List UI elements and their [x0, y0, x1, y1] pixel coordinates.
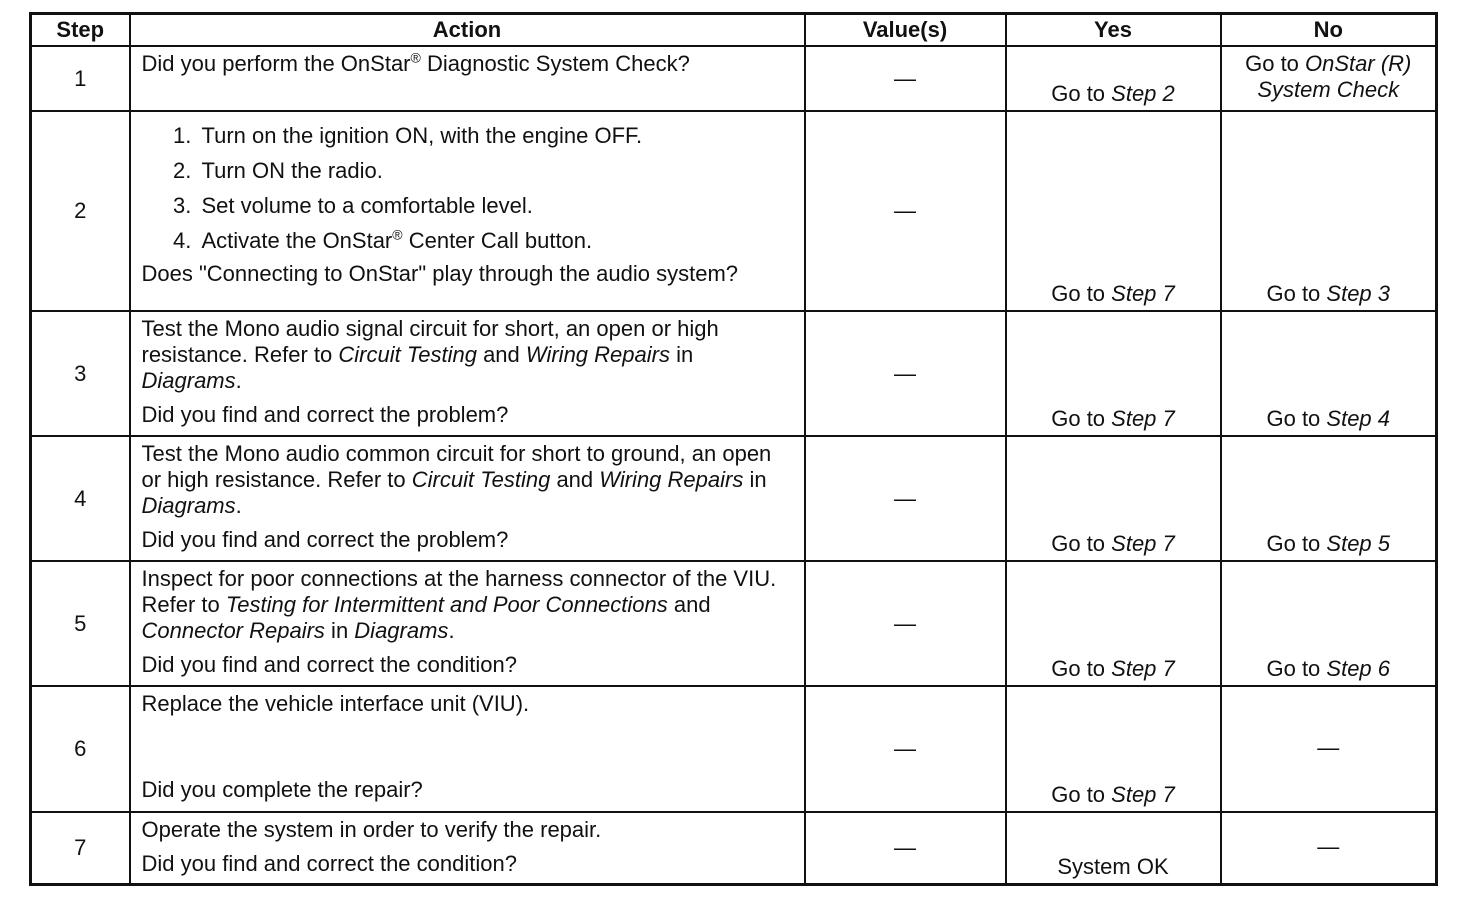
header-step: Step	[31, 14, 130, 47]
header-row	[31, 14, 1437, 47]
value-cell: —	[805, 561, 1006, 686]
yes-cell: Go to Step 7	[1006, 311, 1221, 436]
step-number: 2	[31, 111, 130, 311]
table-row	[31, 311, 1437, 436]
list-item: 3. Set volume to a comfortable level.	[198, 188, 796, 223]
table-row	[31, 812, 1437, 885]
question-text: Did you find and correct the condition?	[141, 851, 517, 876]
instruction-list	[142, 118, 796, 258]
step-link[interactable]: Step 3	[1326, 281, 1391, 306]
step-link[interactable]: Step 2	[1111, 81, 1175, 106]
list-item: 2. Turn ON the radio.	[198, 153, 796, 188]
action-text: Test the Mono audio signal circuit for short, an open or high resistance. Refer to Circuit Testing and Wiring Repairs in Diagrams.	[141, 316, 719, 393]
question-text: Did you find and correct the problem?	[141, 402, 509, 427]
no-cell: Go to OnStar (R) System Check	[1221, 46, 1437, 111]
action-cell	[130, 686, 805, 812]
list-item: 4. Activate the OnStar® Center Call button.	[198, 223, 796, 258]
table-row	[31, 561, 1437, 686]
step-number: 6	[31, 686, 130, 812]
step-number: 4	[31, 436, 130, 561]
no-cell: Go to Step 4	[1221, 311, 1437, 436]
step-link[interactable]: Step 7	[1111, 782, 1175, 807]
action-text: Inspect for poor connections at the harness connector of the VIU. Refer to Testing for Intermittent and Poor Connections and Connector Repairs in Diagrams.	[141, 566, 777, 643]
step-number: 5	[31, 561, 130, 686]
action-text: Did you perform the OnStar® Diagnostic System Check?	[141, 49, 690, 76]
header-action: Action	[130, 14, 805, 47]
yes-cell: Go to Step 7	[1006, 561, 1221, 686]
header-no: No	[1221, 14, 1437, 47]
action-cell	[130, 311, 805, 436]
value-cell: —	[805, 111, 1006, 311]
no-cell: Go to Step 6	[1221, 561, 1437, 686]
step-number: 3	[31, 311, 130, 436]
no-cell: Go to Step 3	[1221, 111, 1437, 311]
no-cell: —	[1221, 812, 1437, 885]
system-check-link[interactable]: OnStar (R)	[1305, 51, 1412, 76]
step-link[interactable]: Step 4	[1326, 406, 1391, 431]
step-link[interactable]: Step 7	[1111, 406, 1175, 431]
action-text: Operate the system in order to verify the repair.	[141, 817, 602, 842]
question-text: Does "Connecting to OnStar" play through the audio system?	[141, 261, 739, 286]
table-row	[31, 111, 1437, 311]
question-text: Did you find and correct the problem?	[141, 527, 509, 552]
table-row	[31, 436, 1437, 561]
yes-cell: Go to Step 7	[1006, 436, 1221, 561]
yes-cell: Go to Step 2	[1006, 46, 1221, 111]
value-cell: —	[805, 812, 1006, 885]
yes-cell: System OK	[1006, 812, 1221, 885]
table-row	[31, 46, 1437, 111]
system-check-link[interactable]: System Check	[1257, 77, 1400, 102]
action-cell	[130, 436, 805, 561]
action-cell	[130, 111, 805, 311]
list-item: 1. Turn on the ignition ON, with the engine OFF.	[198, 118, 796, 153]
action-text: Test the Mono audio common circuit for short to ground, an open or high resistance. Refer to Circuit Testing and Wiring Repairs in Diagrams.	[141, 441, 772, 518]
question-text: Did you complete the repair?	[141, 777, 423, 802]
action-cell	[130, 46, 805, 111]
step-link[interactable]: Step 5	[1326, 531, 1391, 556]
header-value: Value(s)	[805, 14, 1006, 47]
step-link[interactable]: Step 6	[1326, 656, 1391, 681]
step-number: 7	[31, 812, 130, 885]
table-row	[31, 686, 1437, 812]
yes-cell: Go to Step 7	[1006, 686, 1221, 812]
step-link[interactable]: Step 7	[1111, 281, 1175, 306]
yes-cell: Go to Step 7	[1006, 111, 1221, 311]
action-cell	[130, 812, 805, 885]
step-link[interactable]: Step 7	[1111, 531, 1175, 556]
value-cell: —	[805, 686, 1006, 812]
action-text: Replace the vehicle interface unit (VIU).	[141, 691, 530, 716]
value-cell: —	[805, 436, 1006, 561]
value-cell: —	[805, 46, 1006, 111]
header-yes: Yes	[1006, 14, 1221, 47]
no-cell: —	[1221, 686, 1437, 812]
value-cell: —	[805, 311, 1006, 436]
question-text: Did you find and correct the condition?	[141, 652, 517, 677]
action-cell	[130, 561, 805, 686]
step-number: 1	[31, 46, 130, 111]
no-cell: Go to Step 5	[1221, 436, 1437, 561]
diagnostic-table	[29, 12, 1438, 886]
step-link[interactable]: Step 7	[1111, 656, 1175, 681]
